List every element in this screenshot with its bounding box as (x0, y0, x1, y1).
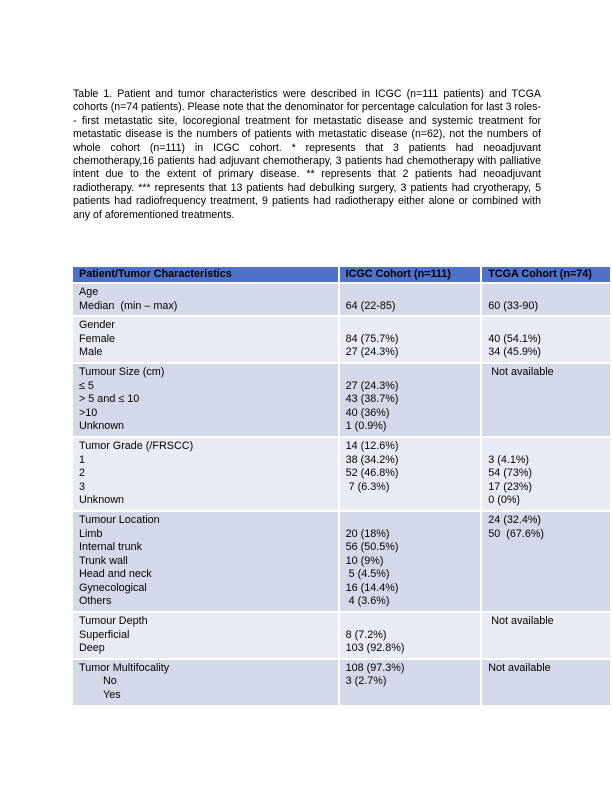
table-row (73, 612, 611, 659)
cell-line: 3 (4.1%) (488, 453, 530, 466)
cell-line: 5 (4.5%) (345, 568, 390, 581)
cell-line: No (103, 675, 117, 688)
cell-line: 103 (92.8%) (345, 642, 405, 655)
cell-line: Tumor Multifocality (79, 661, 170, 674)
cell-line: 34 (45.9%) (488, 346, 542, 359)
cell-line: 50 (67.6%) (488, 527, 545, 540)
cell-line: Tumor Grade (/FRSCC) (79, 439, 194, 452)
cell-line: 17 (23%) (488, 480, 533, 493)
tcga-cell (481, 316, 611, 363)
cell-line: Unknown (79, 494, 125, 507)
tcga-cell (481, 511, 611, 612)
cell-line: 84 (75.7%) (345, 332, 399, 345)
cell-line (346, 366, 481, 380)
cell-line: 56 (50.5%) (345, 541, 399, 554)
characteristic-cell (73, 316, 339, 363)
cell-line: 27 (24.3%) (345, 346, 399, 359)
characteristic-cell (73, 612, 339, 659)
cell-line: Not available (488, 661, 551, 674)
cell-line: 3 (2.7%) (345, 675, 387, 688)
cell-line: 10 (9%) (345, 554, 384, 567)
cell-line: Internal trunk (79, 541, 143, 554)
cell-line: >10 (79, 406, 98, 419)
icgc-cell (339, 511, 482, 612)
cell-line: Male (79, 346, 103, 359)
icgc-cell (339, 612, 482, 659)
cell-line: Yes (103, 689, 121, 702)
table-row (73, 316, 611, 363)
cell-line: Female (79, 332, 116, 345)
table-caption: Table 1. Patient and tumor characteristics were described in ICGC (n=111 patients) and TCGA cohorts (n=74 patients). Please note that the denominator for percentage calculation for last 3 roles-- first metastatic site, locoregional treatment for metastatic disease and systemic treatment for metastatic disease is the numbers of patients with metastatic disease (n=62), not the numbers of whole cohort (n=111) in ICGC cohort. * represents that 3 patients had neoadjuvant chemotherapy,16 patients had adjuvant chemotherapy, 3 patients had chemotherapy with palliative intent due to the extent of primary disease. ** represents that 2 patients had neoadjuvant radiotherapy. *** represents that 13 patients had debulking surgery, 3 patients had cryotherapy, 5 patients had radiofrequency treatment, 9 patients had radiotherapy either alone or combined with any of aforementioned treatments. (73, 88, 541, 221)
icgc-cell (339, 659, 482, 705)
cell-line: 14 (12.6%) (345, 439, 399, 452)
cell-line: Unknown (79, 420, 125, 433)
icgc-cell (339, 437, 482, 511)
cell-line: > 5 and ≤ 10 (79, 393, 140, 406)
header-icgc: ICGC Cohort (n=111) (339, 267, 482, 283)
icgc-cell (339, 363, 482, 437)
cell-line: ≤ 5 (79, 379, 94, 392)
cell-line: 60 (33-90) (488, 299, 539, 312)
cell-line: 40 (54.1%) (488, 332, 542, 345)
cell-line (488, 286, 610, 300)
cell-line: Median (min – max) (79, 299, 178, 312)
characteristics-table (73, 267, 612, 705)
cell-line: Others (79, 595, 112, 608)
tcga-cell (481, 612, 611, 659)
cell-line: 16 (14.4%) (345, 581, 399, 594)
cell-line: Head and neck (79, 568, 152, 581)
cell-line: 64 (22-85) (345, 299, 396, 312)
cell-line: 7 (6.3%) (345, 480, 390, 493)
table-row (73, 283, 611, 316)
cell-line: 52 (46.8%) (345, 467, 399, 480)
characteristic-cell (73, 363, 339, 437)
cell-line: 54 (73%) (488, 467, 533, 480)
header-characteristics: Patient/Tumor Characteristics (73, 267, 339, 283)
tcga-cell (481, 363, 611, 437)
cell-line: Not available (488, 365, 554, 378)
cell-line: Gynecological (79, 581, 147, 594)
cell-line: 24 (32.4%) (488, 513, 542, 526)
tcga-cell (481, 659, 611, 705)
characteristic-cell (73, 283, 339, 316)
cell-line: Gender (79, 319, 116, 332)
cell-line: 1 (0.9%) (345, 420, 387, 433)
tcga-cell (481, 437, 611, 511)
cell-line: 27 (24.3%) (345, 379, 399, 392)
icgc-cell (339, 283, 482, 316)
cell-line: 1 (79, 453, 86, 466)
characteristic-cell (73, 659, 339, 705)
cell-line: Age (79, 286, 99, 298)
icgc-cell (339, 316, 482, 363)
cell-line (488, 440, 610, 454)
characteristic-cell (73, 511, 339, 612)
header-tcga: TCGA Cohort (n=74) (481, 267, 611, 283)
cell-line: 4 (3.6%) (345, 595, 390, 608)
cell-line: Tumour Size (cm) (79, 365, 165, 378)
cell-line: Superficial (79, 628, 130, 641)
cell-line: 40 (36%) (345, 406, 390, 419)
cell-line: 3 (79, 480, 86, 493)
table-row (73, 511, 611, 612)
cell-line: Limb (79, 527, 103, 540)
cell-line: Not available (488, 615, 554, 628)
table-header-row (73, 267, 611, 283)
cell-line: 20 (18%) (345, 527, 390, 540)
cell-line: 108 (97.3%) (345, 661, 405, 674)
cell-line (346, 615, 481, 629)
cell-line (488, 319, 610, 333)
characteristic-cell (73, 437, 339, 511)
cell-line (346, 514, 481, 528)
cell-line: 43 (38.7%) (345, 393, 399, 406)
cell-line: Trunk wall (79, 554, 128, 567)
cell-line (346, 286, 481, 300)
cell-line: Tumour Location (79, 513, 160, 526)
cell-line: 0 (0%) (488, 494, 521, 507)
cell-line: 8 (7.2%) (345, 628, 387, 641)
cell-line: 38 (34.2%) (345, 453, 399, 466)
table-row (73, 437, 611, 511)
cell-line: Tumour Depth (79, 615, 148, 628)
cell-line: 2 (79, 467, 86, 480)
table-row (73, 363, 611, 437)
table-row (73, 659, 611, 705)
cell-line: Deep (79, 642, 105, 655)
cell-line (346, 319, 481, 333)
tcga-cell (481, 283, 611, 316)
